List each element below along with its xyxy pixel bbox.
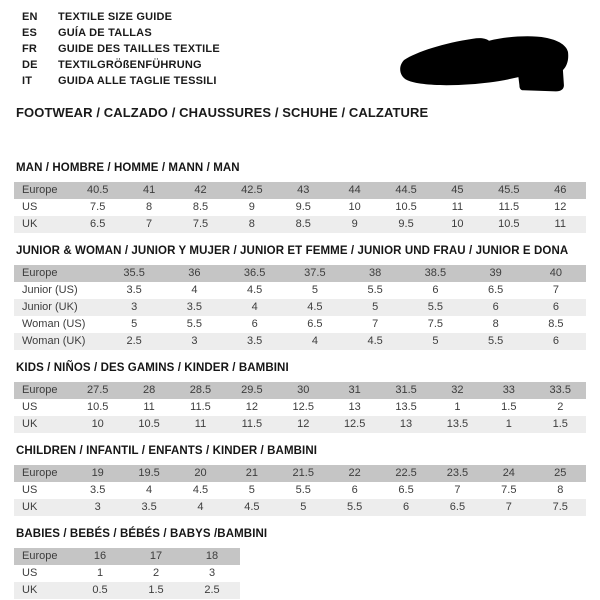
row-label: US bbox=[22, 401, 38, 413]
size-header-cell: 40 bbox=[549, 267, 562, 279]
size-header-cell: 21 bbox=[245, 467, 258, 479]
size-cell: 6.5 bbox=[398, 484, 414, 496]
region-header-label: Europe bbox=[22, 467, 58, 479]
shoe-icon bbox=[396, 33, 570, 95]
size-cell: 10.5 bbox=[138, 418, 160, 430]
section-man bbox=[14, 162, 586, 233]
size-cell: 3.5 bbox=[186, 301, 203, 313]
size-cell: 6 bbox=[251, 318, 258, 330]
size-header-cell: 36.5 bbox=[243, 267, 266, 279]
row-label: UK bbox=[22, 501, 38, 513]
size-header-cell: 32 bbox=[451, 384, 464, 396]
size-cell: 4.5 bbox=[307, 301, 323, 313]
size-cell: 13 bbox=[348, 401, 361, 413]
size-cell: 4 bbox=[146, 484, 153, 496]
size-header-cell: 24 bbox=[502, 467, 515, 479]
size-header-cell: 42 bbox=[194, 184, 207, 196]
language-code: EN bbox=[22, 11, 38, 23]
section-babies bbox=[14, 528, 586, 599]
size-header-row bbox=[14, 548, 240, 565]
size-cell: 4.5 bbox=[192, 484, 209, 496]
size-header-cell: 29.5 bbox=[241, 384, 263, 396]
size-cell: 7.5 bbox=[427, 318, 444, 330]
size-header-cell: 37.5 bbox=[304, 267, 326, 279]
size-header-cell: 23.5 bbox=[446, 467, 469, 479]
size-cell: 11.5 bbox=[241, 418, 263, 430]
size-cell: 2 bbox=[152, 567, 160, 579]
size-cell: 10 bbox=[91, 418, 104, 430]
language-label: GUIDE DES TAILLES TEXTILE bbox=[58, 43, 220, 55]
size-cell: 3 bbox=[208, 567, 216, 579]
size-cell: 5.5 bbox=[367, 284, 383, 296]
size-cell: 11 bbox=[194, 418, 207, 430]
language-code: IT bbox=[22, 75, 33, 87]
size-header-cell: 46 bbox=[554, 184, 567, 196]
size-cell: 6 bbox=[492, 301, 499, 313]
size-table-children bbox=[14, 465, 586, 516]
row-label: UK bbox=[22, 218, 38, 230]
size-cell: 1.5 bbox=[148, 584, 164, 596]
size-cell: 2.5 bbox=[126, 335, 142, 347]
size-row bbox=[14, 199, 586, 216]
size-row bbox=[14, 282, 586, 299]
size-cell: 10.5 bbox=[86, 401, 109, 413]
size-cell: 6 bbox=[432, 284, 439, 296]
size-cell: 7 bbox=[454, 484, 461, 496]
size-cell: 3 bbox=[191, 335, 198, 347]
size-header-cell: 39 bbox=[489, 267, 502, 279]
size-cell: 3.5 bbox=[141, 501, 157, 513]
size-cell: 1.5 bbox=[552, 418, 568, 430]
table-title-man: MAN / HOMBRE / HOMME / MANN / MAN bbox=[16, 162, 240, 174]
size-cell: 6.5 bbox=[449, 501, 466, 513]
size-header-cell: 36 bbox=[188, 267, 201, 279]
size-cell: 7 bbox=[505, 501, 512, 513]
size-header-cell: 38 bbox=[369, 267, 382, 279]
size-cell: 4 bbox=[197, 501, 204, 513]
size-cell: 8 bbox=[557, 484, 564, 496]
row-label: Junior (UK) bbox=[22, 301, 78, 313]
size-cell: 6 bbox=[351, 484, 358, 496]
table-title-children: CHILDREN / INFANTIL / ENFANTS / KINDER / BAMBINI bbox=[16, 445, 318, 457]
language-list bbox=[22, 9, 220, 89]
size-cell: 5 bbox=[248, 484, 255, 496]
size-cell: 6 bbox=[402, 501, 410, 513]
language-label: GUIDA ALLE TAGLIE TESSILI bbox=[58, 75, 217, 87]
size-cell: 11.5 bbox=[190, 401, 211, 413]
size-cell: 9 bbox=[248, 201, 255, 213]
size-header-cell: 42.5 bbox=[241, 184, 263, 196]
language-item bbox=[22, 73, 220, 89]
size-cell: 5.5 bbox=[347, 501, 363, 513]
row-label: Woman (US) bbox=[22, 318, 86, 330]
size-header-cell: 25 bbox=[554, 467, 567, 479]
size-cell: 1 bbox=[505, 418, 512, 430]
size-cell: 3.5 bbox=[90, 484, 106, 496]
size-table-babies bbox=[14, 548, 240, 599]
size-cell: 0.5 bbox=[92, 584, 108, 596]
size-cell: 2.5 bbox=[204, 584, 220, 596]
size-cell: 1 bbox=[454, 401, 461, 413]
size-cell: 12 bbox=[297, 418, 310, 430]
size-header-cell: 33 bbox=[502, 384, 515, 396]
size-cell: 10 bbox=[451, 218, 464, 230]
size-header-row bbox=[14, 465, 586, 482]
size-header-cell: 45.5 bbox=[498, 184, 520, 196]
size-header-cell: 22.5 bbox=[395, 467, 417, 479]
size-cell: 5 bbox=[432, 335, 439, 347]
size-header-cell: 17 bbox=[149, 550, 163, 562]
language-label: GUÍA DE TALLAS bbox=[58, 27, 152, 39]
size-cell: 10.5 bbox=[395, 201, 417, 213]
section-children bbox=[14, 445, 586, 516]
size-cell: 7.5 bbox=[90, 201, 106, 213]
size-header-cell: 19.5 bbox=[138, 467, 160, 479]
language-label: TEXTILE SIZE GUIDE bbox=[58, 11, 173, 23]
size-header-cell: 38.5 bbox=[424, 267, 447, 279]
size-cell: 1.5 bbox=[501, 401, 517, 413]
size-cell: 6.5 bbox=[90, 218, 106, 230]
language-label: TEXTILGRÖßENFÜHRUNG bbox=[58, 59, 202, 71]
size-header-cell: 30 bbox=[297, 384, 310, 396]
size-cell: 8.5 bbox=[548, 318, 564, 330]
size-header-cell: 21.5 bbox=[292, 467, 314, 479]
size-cell: 4 bbox=[251, 301, 258, 313]
size-header-cell: 43 bbox=[297, 184, 310, 196]
size-cell: 12 bbox=[245, 401, 258, 413]
row-label: UK bbox=[22, 584, 38, 596]
language-item bbox=[22, 9, 220, 25]
size-cell: 4 bbox=[311, 335, 318, 347]
size-cell: 10.5 bbox=[498, 218, 520, 230]
size-row bbox=[14, 399, 586, 416]
size-header-row bbox=[14, 265, 586, 282]
language-item bbox=[22, 57, 220, 73]
size-header-cell: 44.5 bbox=[395, 184, 417, 196]
size-header-row bbox=[14, 182, 586, 199]
language-item bbox=[22, 25, 220, 41]
size-cell: 7 bbox=[146, 218, 153, 230]
size-cell: 8.5 bbox=[295, 218, 311, 230]
size-cell: 5.5 bbox=[186, 318, 203, 330]
size-cell: 7 bbox=[372, 318, 379, 330]
region-header-label: Europe bbox=[22, 267, 58, 279]
size-cell: 10 bbox=[348, 201, 361, 213]
size-cell: 6.5 bbox=[307, 318, 323, 330]
size-row bbox=[14, 299, 586, 316]
tables-container bbox=[14, 162, 586, 600]
size-header-cell: 19 bbox=[91, 467, 104, 479]
size-header-cell: 41 bbox=[142, 184, 156, 196]
size-header-cell: 18 bbox=[205, 550, 219, 562]
row-label: Junior (US) bbox=[22, 284, 78, 296]
size-header-cell: 31.5 bbox=[395, 384, 417, 396]
size-header-cell: 33.5 bbox=[549, 384, 571, 396]
size-cell: 3.5 bbox=[126, 284, 142, 296]
size-row bbox=[14, 499, 586, 516]
size-header-cell: 22 bbox=[348, 467, 361, 479]
size-header-cell: 16 bbox=[93, 550, 107, 562]
table-title-babies: BABIES / BEBÉS / BÉBÉS / BABYS /BAMBINI bbox=[16, 528, 268, 540]
row-label: UK bbox=[22, 418, 38, 430]
size-cell: 7.5 bbox=[552, 501, 568, 513]
size-cell: 6.5 bbox=[487, 284, 504, 296]
size-header-cell: 45 bbox=[451, 184, 464, 196]
size-cell: 8 bbox=[492, 318, 499, 330]
size-header-cell: 40.5 bbox=[86, 184, 109, 196]
language-code: DE bbox=[22, 59, 38, 71]
size-cell: 4 bbox=[191, 284, 198, 296]
footwear-heading: FOOTWEAR / CALZADO / CHAUSSURES / SCHUHE / CALZATURE bbox=[16, 105, 429, 120]
size-cell: 5 bbox=[311, 284, 318, 296]
size-cell: 9 bbox=[351, 218, 358, 230]
size-cell: 4.5 bbox=[246, 284, 263, 296]
language-item bbox=[22, 41, 220, 57]
size-row bbox=[14, 482, 586, 499]
size-cell: 8 bbox=[146, 201, 153, 213]
size-row bbox=[14, 216, 586, 233]
size-row bbox=[14, 565, 240, 582]
row-label: US bbox=[22, 201, 38, 213]
size-cell: 12.5 bbox=[292, 401, 314, 413]
region-header-label: Europe bbox=[22, 550, 58, 562]
size-cell: 7.5 bbox=[501, 484, 517, 496]
language-code: FR bbox=[22, 43, 38, 55]
size-cell: 7 bbox=[552, 284, 559, 296]
size-row bbox=[14, 333, 586, 350]
table-title-junior-woman: JUNIOR & WOMAN / JUNIOR Y MUJER / JUNIOR ET FEMME / JUNIOR UND FRAU / JUNIOR E DONA bbox=[16, 245, 569, 257]
size-cell: 12.5 bbox=[343, 418, 366, 430]
size-cell: 3.5 bbox=[246, 335, 263, 347]
size-row bbox=[14, 582, 240, 599]
size-row bbox=[14, 416, 586, 433]
region-header-label: Europe bbox=[22, 184, 58, 196]
size-row bbox=[14, 316, 586, 333]
size-cell: 5.5 bbox=[427, 301, 444, 313]
size-cell: 9.5 bbox=[398, 218, 414, 230]
row-label: US bbox=[22, 567, 38, 579]
size-table-junior-woman bbox=[14, 265, 586, 350]
size-cell: 5.5 bbox=[487, 335, 504, 347]
size-cell: 6 bbox=[552, 301, 559, 313]
size-header-cell: 31 bbox=[348, 384, 361, 396]
size-header-cell: 35.5 bbox=[123, 267, 145, 279]
size-cell: 3 bbox=[94, 501, 101, 513]
size-cell: 13.5 bbox=[446, 418, 469, 430]
size-cell: 5 bbox=[300, 501, 307, 513]
size-cell: 11 bbox=[143, 401, 155, 413]
size-cell: 4.5 bbox=[367, 335, 383, 347]
row-label: US bbox=[22, 484, 38, 496]
size-table-kids bbox=[14, 382, 586, 433]
size-cell: 1 bbox=[96, 567, 104, 579]
language-code: ES bbox=[22, 27, 38, 39]
size-cell: 8 bbox=[248, 218, 255, 230]
size-header-cell: 27.5 bbox=[86, 384, 109, 396]
size-cell: 13 bbox=[399, 418, 413, 430]
size-header-cell: 20 bbox=[194, 467, 207, 479]
size-cell: 8.5 bbox=[192, 201, 209, 213]
table-title-kids: KIDS / NIÑOS / DES GAMINS / KINDER / BAMBINI bbox=[16, 362, 289, 374]
size-cell: 3 bbox=[131, 301, 138, 313]
size-header-cell: 28 bbox=[142, 384, 156, 396]
size-cell: 11.5 bbox=[498, 201, 520, 213]
size-table-man bbox=[14, 182, 586, 233]
size-cell: 2 bbox=[557, 401, 564, 413]
section-junior-woman bbox=[14, 245, 586, 350]
size-header-cell: 44 bbox=[348, 184, 361, 196]
size-cell: 11 bbox=[451, 201, 464, 213]
size-header-cell: 28.5 bbox=[189, 384, 212, 396]
size-cell: 13.5 bbox=[395, 401, 417, 413]
size-cell: 5 bbox=[131, 318, 138, 330]
size-header-row bbox=[14, 382, 586, 399]
size-cell: 6 bbox=[552, 335, 559, 347]
size-cell: 4.5 bbox=[244, 501, 260, 513]
size-cell: 5 bbox=[372, 301, 379, 313]
size-cell: 9.5 bbox=[295, 201, 311, 213]
region-header-label: Europe bbox=[22, 384, 58, 396]
size-cell: 12 bbox=[554, 201, 567, 213]
size-cell: 11 bbox=[554, 218, 566, 230]
section-kids bbox=[14, 362, 586, 433]
size-cell: 5.5 bbox=[295, 484, 311, 496]
size-cell: 7.5 bbox=[192, 218, 209, 230]
row-label: Woman (UK) bbox=[22, 335, 86, 347]
